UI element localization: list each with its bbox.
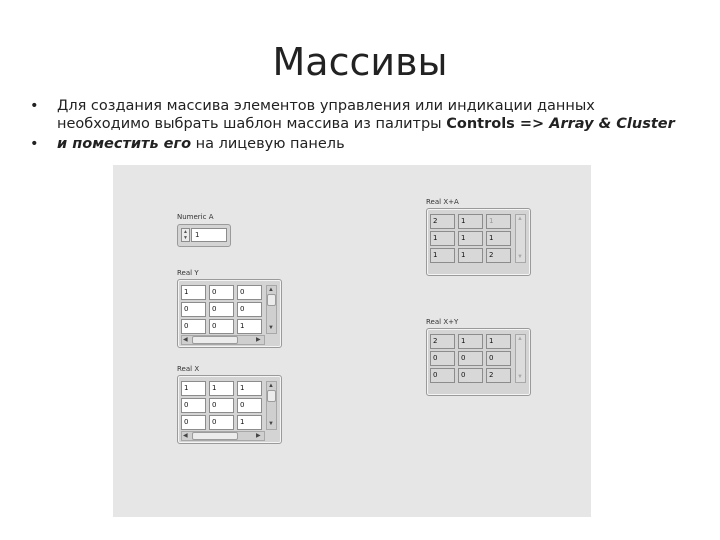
array-cell: 1 — [458, 214, 483, 229]
scroll-down-icon[interactable]: ▼ — [517, 254, 523, 260]
controls-text: Controls — [446, 116, 515, 132]
real-x-plus-a-array — [426, 208, 531, 276]
real-y-array — [177, 279, 282, 348]
real-y-label: Real Y — [177, 269, 199, 277]
array-cell: 1 — [458, 231, 483, 246]
vertical-scrollbar[interactable] — [266, 381, 277, 430]
real-x-array — [177, 375, 282, 444]
scroll-up-icon[interactable]: ▲ — [517, 336, 523, 342]
scroll-left-icon[interactable]: ◀ — [183, 433, 188, 439]
real-x-label: Real X — [177, 365, 200, 373]
array-cell: 1 — [430, 248, 455, 263]
array-cell: 0 — [486, 351, 511, 366]
scroll-down-icon[interactable]: ▼ — [517, 374, 523, 380]
arrow-text: => — [514, 116, 550, 132]
numeric-a-input[interactable]: 1 — [191, 228, 227, 242]
horizontal-scrollbar[interactable] — [181, 431, 265, 441]
increment-decrement-icon[interactable]: ▲ ▼ — [181, 228, 190, 242]
array-cell[interactable]: 0 — [209, 398, 234, 413]
array-cell[interactable]: 0 — [209, 415, 234, 430]
array-cell: 0 — [430, 368, 455, 383]
array-cell[interactable]: 0 — [181, 398, 206, 413]
array-cell: 1 — [486, 214, 511, 229]
scroll-thumb[interactable] — [267, 390, 276, 402]
array-cell: 2 — [486, 248, 511, 263]
array-cell[interactable]: 1 — [181, 381, 206, 396]
bullet-item-1 — [30, 97, 690, 133]
scroll-up-icon[interactable]: ▲ — [517, 216, 523, 222]
array-cell: 1 — [486, 231, 511, 246]
array-cell: 2 — [430, 214, 455, 229]
scroll-up-icon[interactable]: ▲ — [268, 383, 274, 389]
array-cell[interactable]: 1 — [209, 381, 234, 396]
bullet-2-emphasis: и поместить его — [57, 136, 192, 152]
array-cell[interactable]: 0 — [209, 302, 234, 317]
array-cell[interactable]: 1 — [237, 319, 262, 334]
scroll-right-icon[interactable]: ▶ — [256, 433, 261, 439]
bullet-dot: • — [30, 98, 39, 114]
scroll-thumb[interactable] — [192, 432, 238, 440]
bullet-2-text: на лицевую панель — [191, 136, 345, 152]
array-cell: 0 — [458, 368, 483, 383]
scroll-left-icon[interactable]: ◀ — [183, 337, 188, 343]
array-cell[interactable]: 1 — [237, 415, 262, 430]
front-panel-screenshot — [113, 165, 591, 517]
real-x-plus-y-label: Real X+Y — [426, 318, 459, 326]
array-cell[interactable]: 0 — [209, 285, 234, 300]
real-x-plus-y-array — [426, 328, 531, 396]
array-cell[interactable]: 0 — [209, 319, 234, 334]
array-cell[interactable]: 1 — [181, 285, 206, 300]
array-cell[interactable]: 0 — [237, 398, 262, 413]
vertical-scrollbar[interactable] — [515, 214, 526, 263]
scroll-thumb[interactable] — [192, 336, 238, 344]
array-cell[interactable]: 1 — [237, 381, 262, 396]
numeric-a-control — [177, 224, 231, 247]
array-cluster-text: Array & Cluster — [549, 116, 675, 132]
real-x-plus-a-label: Real X+A — [426, 198, 459, 206]
array-cell: 1 — [486, 334, 511, 349]
bullet-1-line-2: необходимо выбрать шаблон массива из палитры — [57, 116, 447, 132]
array-cell[interactable]: 0 — [237, 302, 262, 317]
bullet-list — [30, 97, 690, 153]
array-cell: 1 — [458, 248, 483, 263]
vertical-scrollbar[interactable] — [266, 285, 277, 334]
array-cell: 2 — [486, 368, 511, 383]
vertical-scrollbar[interactable] — [515, 334, 526, 383]
array-cell[interactable]: 0 — [237, 285, 262, 300]
array-cell: 1 — [430, 231, 455, 246]
scroll-right-icon[interactable]: ▶ — [256, 337, 261, 343]
scroll-down-icon[interactable]: ▼ — [268, 421, 274, 427]
array-cell: 1 — [458, 334, 483, 349]
slide-title: Массивы — [272, 40, 448, 84]
bullet-item-2 — [30, 135, 690, 153]
array-cell: 0 — [430, 351, 455, 366]
scroll-up-icon[interactable]: ▲ — [268, 287, 274, 293]
horizontal-scrollbar[interactable] — [181, 335, 265, 345]
array-cell: 0 — [458, 351, 483, 366]
bullet-1-line-1: Для создания массива элементов управления или индикации данных — [57, 98, 595, 114]
scroll-thumb[interactable] — [267, 294, 276, 306]
numeric-a-label: Numeric A — [177, 213, 214, 221]
array-cell: 2 — [430, 334, 455, 349]
bullet-dot: • — [30, 136, 39, 152]
array-cell[interactable]: 0 — [181, 415, 206, 430]
array-cell[interactable]: 0 — [181, 302, 206, 317]
array-cell[interactable]: 0 — [181, 319, 206, 334]
scroll-down-icon[interactable]: ▼ — [268, 325, 274, 331]
